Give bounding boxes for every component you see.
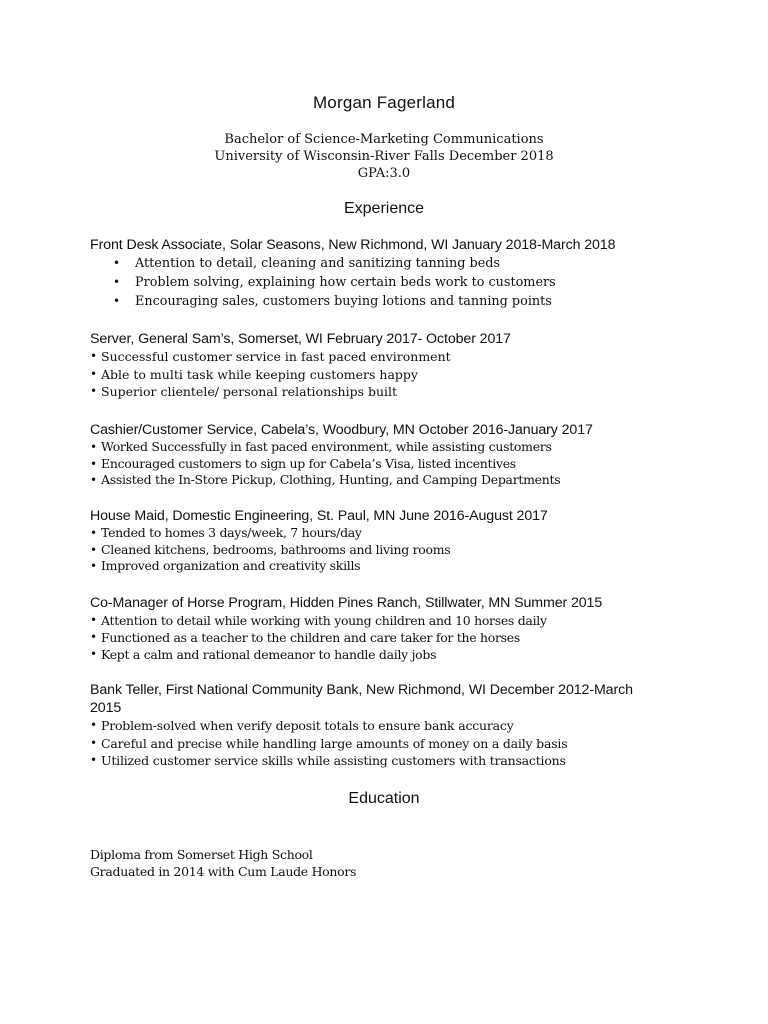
job-bullets: [90, 612, 650, 663]
job-entry: [90, 681, 650, 770]
job-title: Co-Manager of Horse Program, Hidden Pines Ranch, Stillwater, MN Summer 2015: [90, 595, 603, 611]
diploma-line: Diploma from Somerset High School: [90, 847, 313, 862]
job-bullets: [90, 525, 650, 575]
bullet-icon: •: [90, 349, 98, 363]
bullet-icon: •: [90, 456, 97, 471]
list-item: • Utilized customer service skills while assisting customers with transactions: [90, 753, 566, 768]
list-item: • Encouraged customers to sign up for Cabela’s Visa, listed incentives: [90, 455, 516, 471]
job-title: Server, General Sam’s, Somerset, WI February 2017- October 2017: [90, 331, 511, 347]
bullet-icon: •: [90, 753, 97, 767]
bullet-icon: •: [90, 718, 97, 732]
bullet-icon: •: [90, 542, 97, 557]
job-bullets: [90, 439, 650, 489]
job-entry: [90, 594, 650, 663]
job-title: Front Desk Associate, Solar Seasons, New Richmond, WI January 2018-March 2018: [90, 237, 616, 253]
bullet-icon: •: [90, 440, 97, 454]
list-item: • Able to multi task while keeping customers happy: [90, 366, 418, 382]
list-item: • Attention to detail while working with young children and 10 horses daily: [90, 613, 547, 628]
bullet-icon: •: [90, 559, 97, 573]
list-item: • Functioned as a teacher to the children and care taker for the horses: [90, 630, 520, 645]
bullet-icon: •: [113, 256, 121, 270]
bullet-icon: •: [90, 473, 97, 487]
gpa-line: GPA:3.0: [357, 166, 411, 181]
job-entry: [90, 421, 650, 489]
education-heading: Education: [348, 790, 420, 807]
bullet-icon: •: [113, 294, 121, 308]
applicant-name: Morgan Fagerland: [312, 93, 456, 112]
list-item: • Tended to homes 3 days/week, 7 hours/day: [90, 525, 362, 540]
list-item: • Worked Successfully in fast paced environment, while assisting customers: [90, 439, 552, 454]
bullet-icon: •: [90, 384, 98, 398]
list-item: • Encouraging sales, customers buying lotions and tanning points: [113, 294, 552, 309]
list-item: • Problem-solved when verify deposit totals to ensure bank accuracy: [90, 718, 514, 733]
list-item: • Improved organization and creativity skills: [90, 558, 361, 573]
bullet-icon: •: [90, 735, 97, 750]
graduation-line: Graduated in 2014 with Cum Laude Honors: [90, 864, 357, 879]
bullet-icon: •: [90, 647, 97, 661]
education-block: [90, 846, 356, 880]
job-bullets: [90, 348, 650, 401]
experience-heading: Experience: [343, 200, 425, 217]
list-item: • Attention to detail, cleaning and sanitizing tanning beds: [113, 256, 501, 271]
bullet-icon: •: [90, 526, 97, 540]
job-title: House Maid, Domestic Engineering, St. Paul, MN June 2016-August 2017: [90, 508, 548, 524]
list-item: • Problem solving, explaining how certain beds work to customers: [113, 275, 556, 290]
list-item: • Kept a calm and rational demeanor to handle daily jobs: [90, 647, 437, 662]
job-bullets: [90, 717, 650, 770]
job-title: Bank Teller, First National Community Bank, New Richmond, WI December 2012-March: [90, 682, 633, 698]
job-entry: [90, 507, 650, 575]
bullet-icon: •: [90, 613, 97, 627]
list-item: • Careful and precise while handling large amounts of money on a daily basis: [90, 735, 568, 751]
school-line: University of Wisconsin-River Falls December 2018: [214, 149, 554, 164]
list-item: • Successful customer service in fast paced environment: [90, 349, 451, 364]
job-title: Cashier/Customer Service, Cabela’s, Woodbury, MN October 2016-January 2017: [90, 422, 593, 438]
list-item: • Superior clientele/ personal relationships built: [90, 384, 398, 399]
list-item: • Assisted the In-Store Pickup, Clothing, Hunting, and Camping Departments: [90, 472, 561, 487]
job-entry: [90, 330, 650, 401]
list-item: • Cleaned kitchens, bedrooms, bathrooms and living rooms: [90, 541, 451, 557]
bullet-icon: •: [90, 630, 97, 644]
degree-line: Bachelor of Science-Marketing Communications: [224, 132, 544, 147]
bullet-icon: •: [90, 366, 98, 381]
job-title-continued: 2015: [90, 700, 122, 716]
job-entry: [90, 236, 650, 311]
bullet-icon: •: [113, 275, 121, 289]
job-bullets: [90, 254, 650, 311]
